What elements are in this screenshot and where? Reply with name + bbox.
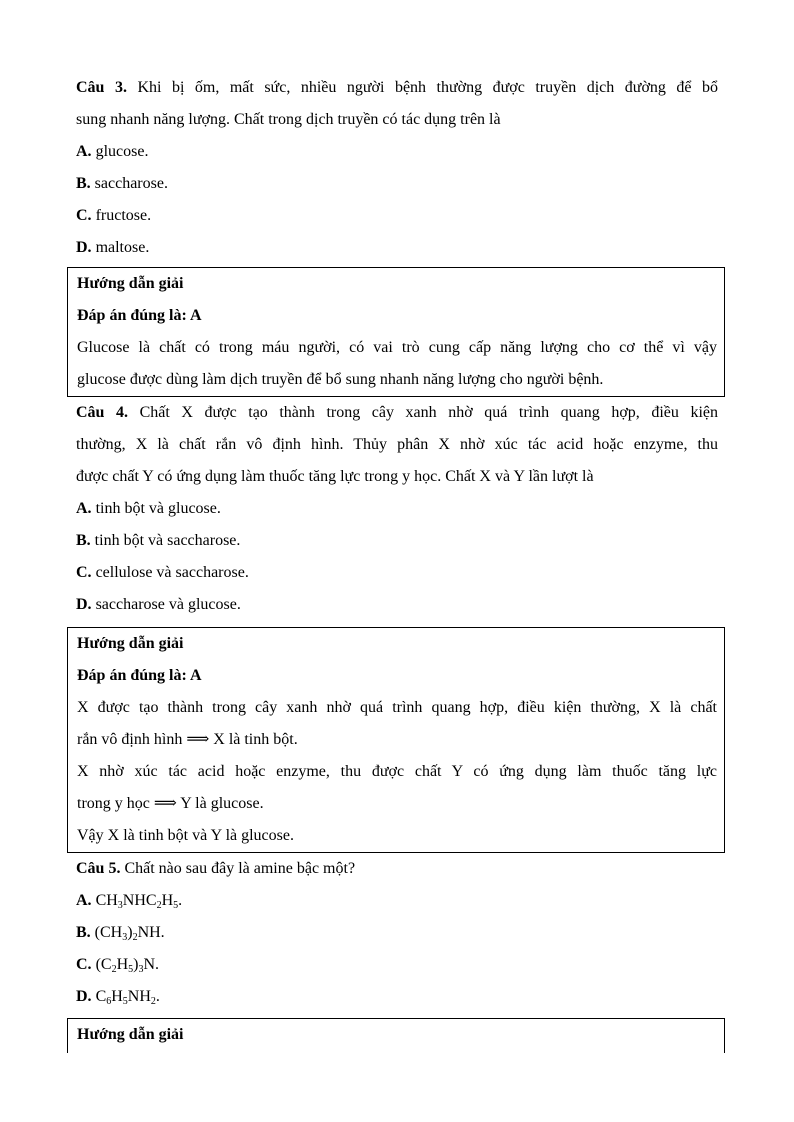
option-text: tinh bột và saccharose.	[90, 532, 241, 549]
option-text: fructose.	[91, 207, 152, 224]
question-label: Câu 3.	[76, 79, 127, 96]
option-letter: B.	[76, 175, 91, 192]
option-letter: C.	[76, 207, 92, 224]
option-letter: A.	[76, 143, 92, 160]
solution-heading	[68, 1019, 724, 1051]
option-text: maltose.	[91, 239, 150, 256]
solution-line: rắn vô định hình ⟹ X là tinh bột.	[77, 731, 298, 748]
question-3	[67, 72, 725, 264]
option-letter: D.	[76, 239, 92, 256]
solution-line: glucose được dùng làm dịch truyền để bổ sung nhanh năng lượng cho người bệnh.	[77, 371, 604, 388]
option-letter: A.	[76, 892, 92, 909]
option-text: glucose.	[91, 143, 149, 160]
option-text: saccharose.	[90, 175, 168, 192]
question-stem: sung nhanh năng lượng. Chất trong dịch truyền có tác dụng trên là	[76, 111, 501, 128]
option-a	[67, 885, 725, 917]
option-b	[67, 917, 725, 949]
option-d	[67, 589, 725, 621]
option-text: tinh bột và glucose.	[91, 500, 221, 517]
option-d	[67, 232, 725, 264]
option-b	[67, 525, 725, 557]
question-stem	[67, 72, 725, 104]
solution-heading	[68, 628, 724, 660]
option-letter: D.	[76, 988, 92, 1005]
option-b	[67, 168, 725, 200]
question-label: Câu 4.	[76, 404, 129, 421]
heading-text: Hướng dẫn giải	[77, 635, 184, 652]
question-5	[67, 853, 725, 1013]
stem-text: Khi bị ốm, mất sức, nhiều người bệnh thường được truyền dịch đường để bổ	[126, 79, 719, 96]
solution-line: Vậy X là tinh bột và Y là glucose.	[77, 827, 294, 844]
question-stem: được chất Y có ứng dụng làm thuốc tăng lực trong y học. Chất X và Y lần lượt là	[76, 468, 594, 485]
answer-text: Đáp án đúng là: A	[77, 667, 202, 684]
solution-line: Glucose là chất có trong máu người, có vai trò cung cấp năng lượng cho cơ thể vì vậy	[77, 339, 717, 356]
option-d	[67, 981, 725, 1013]
solution-line: trong y học ⟹ Y là glucose.	[77, 795, 264, 812]
document-page	[67, 72, 725, 1053]
stem-text: Chất nào sau đây là amine bậc một?	[120, 860, 356, 877]
solution-box	[67, 627, 725, 853]
solution-line: X nhờ xúc tác acid hoặc enzyme, thu được chất Y có ứng dụng làm thuốc tăng lực	[77, 763, 717, 780]
question-stem	[67, 397, 725, 429]
option-letter: B.	[76, 924, 91, 941]
solution-box	[67, 1018, 725, 1053]
question-4	[67, 397, 725, 621]
option-c	[67, 949, 725, 981]
option-letter: C.	[76, 956, 92, 973]
option-c	[67, 557, 725, 589]
stem-text: Chất X được tạo thành trong cây xanh nhờ quá trình quang hợp, điều kiện	[128, 404, 718, 421]
option-text: $CH_3NHC_2H_5$.	[95, 892, 183, 911]
option-letter: A.	[76, 500, 92, 517]
option-c	[67, 200, 725, 232]
answer-text: Đáp án đúng là: A	[77, 307, 202, 324]
question-stem	[67, 853, 725, 885]
correct-answer	[68, 300, 724, 332]
option-letter: B.	[76, 532, 91, 549]
option-text: $(C_2H_5)_3N$.	[95, 956, 160, 975]
option-text: cellulose và saccharose.	[91, 564, 249, 581]
heading-text: Hướng dẫn giải	[77, 275, 184, 292]
option-text: saccharose và glucose.	[91, 596, 241, 613]
option-text: $C_6H_5NH_2$.	[95, 988, 160, 1007]
option-a	[67, 493, 725, 525]
solution-line: X được tạo thành trong cây xanh nhờ quá trình quang hợp, điều kiện thường, X là chất	[77, 699, 717, 716]
question-label: Câu 5.	[76, 860, 121, 877]
solution-heading	[68, 268, 724, 300]
option-letter: D.	[76, 596, 92, 613]
correct-answer	[68, 660, 724, 692]
option-letter: C.	[76, 564, 92, 581]
option-a	[67, 136, 725, 168]
heading-text: Hướng dẫn giải	[77, 1026, 184, 1043]
option-text: $(CH_3)_2NH$.	[94, 924, 165, 943]
question-stem: thường, X là chất rắn vô định hình. Thủy phân X nhờ xúc tác acid hoặc enzyme, thu	[76, 436, 718, 453]
solution-box	[67, 267, 725, 397]
